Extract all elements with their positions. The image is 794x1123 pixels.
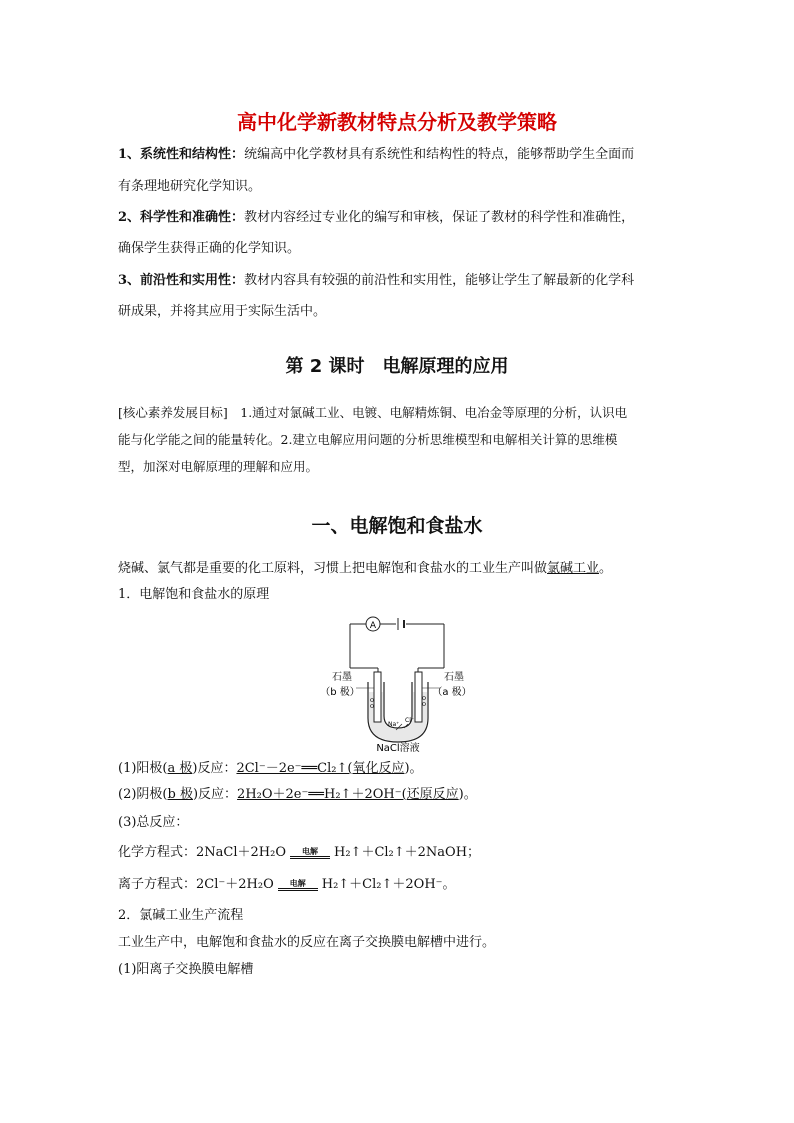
point-2-line-2: 确保学生获得正确的化学知识。 — [118, 241, 301, 256]
subheading-1: 1．电解饱和食盐水的原理 — [118, 587, 270, 602]
point-text: 教材内容具有较强的前沿性和实用性，能够让学生了解最新的化学科 — [244, 273, 635, 288]
goal-line-1: [核心素养发展目标] 1.通过对氯碱工业、电镀、电解精炼铜、电冶金等原理的分析，认识电 — [118, 405, 628, 420]
cathode-reaction — [118, 786, 477, 804]
anode-prefix: (1)阳极( — [118, 761, 168, 776]
intro-body: 烧碱、氯气都是重要的化工原料，习惯上把电解饱和食盐水的工业生产叫做 — [118, 561, 548, 576]
ion-na-label: Na⁺ — [388, 721, 400, 728]
intro-term: 氯碱工业 — [547, 561, 600, 576]
ion-eq-left: 2Cl⁻＋2H₂O — [196, 877, 274, 892]
condition-text: 电解 — [302, 845, 318, 856]
ammeter-label: A — [369, 621, 377, 631]
point-heading: 系统性和结构性： — [140, 147, 245, 162]
left-electrode-label: 石墨 — [332, 672, 352, 683]
anode-mid: )反应： — [192, 761, 237, 776]
left-electrode-pole: （b 极） — [320, 687, 360, 698]
anode-end: )。 — [404, 761, 423, 776]
equals-bar — [278, 888, 318, 891]
point-heading: 前沿性和实用性： — [140, 273, 245, 288]
point-number: 3、 — [118, 273, 141, 288]
point-text: 统编高中化学教材具有系统性和结构性的特点，能够帮助学生全面而 — [244, 147, 635, 162]
cathode-prefix: (2)阴极( — [118, 787, 168, 802]
chem-eq-label: 化学方程式： — [118, 845, 197, 860]
point-text: 教材内容经过专业化的编写和审核，保证了教材的科学性和准确性， — [244, 210, 635, 225]
total-reaction-label: (3)总反应： — [118, 815, 189, 830]
page-title: 高中化学新教材特点分析及教学策略 — [237, 110, 557, 134]
condition-text: 电解 — [289, 877, 306, 888]
ion-eq-right: H₂↑＋Cl₂↑＋2OH⁻。 — [321, 877, 456, 892]
point-number: 1、 — [118, 147, 141, 162]
chemical-equation — [118, 840, 480, 866]
flow-intro: 工业生产中，电解饱和食盐水的反应在离子交换膜电解槽中进行。 — [118, 935, 496, 950]
point-3-line-2: 研成果，并将其应用于实际生活中。 — [118, 304, 327, 319]
point-heading: 科学性和准确性： — [140, 210, 245, 225]
point-1-line-1 — [118, 146, 634, 164]
goal-line-2: 能与化学能之间的能量转化。2.建立电解应用问题的分析思维模型和电解相关计算的思维模 — [118, 432, 618, 447]
section-title: 一、电解饱和食盐水 — [311, 515, 483, 537]
anode-reaction — [118, 760, 423, 778]
point-3-line-1 — [118, 272, 634, 290]
right-electrode-label: 石墨 — [444, 672, 464, 683]
cathode-pole: b 极 — [167, 787, 193, 802]
solution-label: NaCl溶液 — [376, 743, 420, 752]
right-electrode-pole: （a 极） — [432, 687, 472, 698]
electrode-b — [374, 672, 381, 722]
cathode-end: )。 — [458, 787, 477, 802]
lesson-title: 第 2 课时 电解原理的应用 — [285, 356, 509, 377]
point-1-line-2: 有条理地研究化学知识。 — [118, 179, 262, 194]
goal-line-3: 型，加深对电解原理的理解和应用。 — [118, 459, 319, 474]
anode-type: 氧化反应 — [352, 761, 405, 776]
point-2-line-1 — [118, 209, 634, 227]
electrolysis-condition — [290, 847, 330, 859]
anode-equation: 2Cl⁻－2e⁻══Cl₂↑( — [236, 761, 353, 776]
electrolysis-diagram — [318, 610, 478, 752]
subheading-2: 2．氯碱工业生产流程 — [118, 908, 244, 923]
subheading-3: (1)阳离子交换膜电解槽 — [118, 962, 254, 977]
anode-pole: a 极 — [167, 761, 193, 776]
cathode-type: 还原反应 — [406, 787, 459, 802]
electrode-a — [415, 672, 422, 722]
ionic-equation — [118, 872, 456, 898]
ion-eq-label: 离子方程式： — [118, 877, 197, 892]
intro-end: 。 — [599, 561, 613, 576]
cathode-mid: )反应： — [192, 787, 238, 802]
intro-text — [118, 560, 612, 578]
electrolysis-condition — [278, 879, 318, 891]
ion-cl-label: Cl⁻ — [405, 717, 415, 724]
equals-bar — [290, 856, 330, 859]
point-number: 2、 — [118, 210, 141, 225]
chem-eq-left: 2NaCl＋2H₂O — [196, 845, 286, 860]
chem-eq-right: H₂↑＋Cl₂↑＋2NaOH； — [334, 845, 481, 860]
cathode-equation: 2H₂O＋2e⁻══H₂↑＋2OH⁻( — [237, 787, 407, 802]
